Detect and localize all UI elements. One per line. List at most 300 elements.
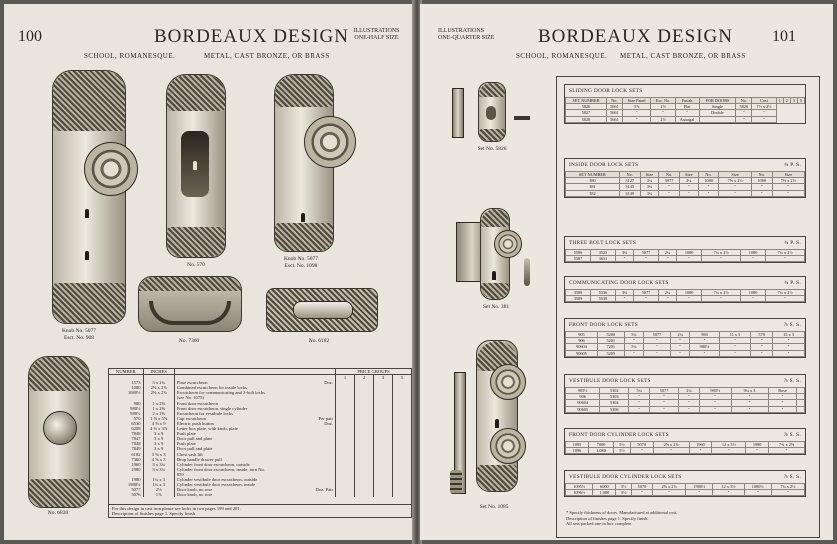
row-description: Cylinder front door escutcheon, inside, turn No.: [176, 466, 265, 472]
table-cell: 7⅜ x 2½: [772, 178, 804, 184]
table-cell: ": [702, 256, 741, 262]
section-title: SLIDING DOOR LOCK SETS: [569, 88, 643, 94]
table-cell: 7½ x 2½: [752, 104, 777, 110]
row-unit: Doz.: [324, 380, 333, 386]
table-cell: ": [772, 190, 804, 196]
table-cell: ": [731, 400, 768, 406]
table-cell: ": [713, 490, 744, 496]
table-cell: Astragal: [675, 116, 699, 122]
row-inches: 3 x 9: [143, 431, 174, 436]
table-cell: ": [622, 110, 651, 116]
table-cell: ": [741, 296, 766, 302]
row-description: Chest sash lift: [176, 451, 203, 457]
table-cell: 5200: [597, 332, 624, 338]
table-cell: 11 x 3: [719, 332, 750, 338]
price-group-1: 1: [336, 375, 355, 381]
door-knob-image: [84, 142, 138, 196]
header-cell: SET NUMBER: [566, 172, 620, 178]
table-cell: 5¼: [629, 388, 650, 394]
row-inches: 2⅝ x 2⅞: [143, 385, 174, 390]
table-cell: 5½: [614, 448, 631, 454]
table-cell: 1080: [751, 178, 772, 184]
table-cell: ": [670, 350, 689, 356]
table-cell: 1,080: [593, 490, 616, 496]
table-cell: 2⅝ x 2⅞: [653, 484, 686, 490]
row-inches: 1 x 2⅜: [143, 401, 174, 406]
lock-set-section: [564, 428, 806, 455]
row-inches: 4 ⅝ x 9: [143, 421, 174, 426]
section-title: VESTIBULE DOOR CYLINDER LOCK SETS: [569, 474, 682, 480]
header-cell: No.: [659, 172, 680, 178]
row-unit: Per pair: [318, 415, 333, 421]
door-plate-with-knob: [52, 70, 126, 324]
table-cell: 5586: [566, 250, 591, 256]
table-cell: 7¾ x 2½: [766, 250, 805, 256]
tables-frame: [556, 76, 820, 538]
table-cell: ": [744, 490, 771, 496]
right-page-footer: * Specify thickness of doors. Manufactured at additional cost. Description of finishes page 1. Specify finish. All sets packed one in box complete.: [566, 510, 678, 526]
lock-set-row: [566, 448, 805, 454]
table-cell: ": [690, 350, 719, 356]
table-cell: ": [624, 350, 643, 356]
row-number: 1080½: [109, 390, 143, 395]
table-cell: ": [629, 394, 650, 400]
table-cell: ": [624, 338, 643, 344]
row-number: 6208: [109, 426, 143, 431]
table-cell: 3145: [619, 184, 640, 190]
lock-set-row: [566, 406, 805, 412]
page-number-left: 100: [18, 28, 42, 45]
table-cell: ": [679, 400, 700, 406]
row-unit: Doz.: [324, 420, 333, 426]
row-inches: 3 x 9: [143, 436, 174, 441]
table-cell: 380: [566, 178, 620, 184]
page-title-right: BORDEAUX DESIGN: [538, 26, 733, 47]
table-cell: ": [719, 350, 750, 356]
table-cell: 5536: [591, 290, 616, 296]
price-group-2: 2: [355, 375, 374, 381]
table-cell: 1096: [566, 448, 589, 454]
table-cell: 5828: [566, 116, 607, 122]
row-number: 7848: [109, 441, 143, 446]
table-cell: 2¼: [670, 332, 689, 338]
label-no-570: No. 570: [187, 262, 205, 268]
section-note: ⅞ S. S.: [783, 378, 801, 384]
table-cell: ": [651, 110, 675, 116]
section-note: ⅞ S. S.: [783, 322, 801, 328]
row-inches: 2 x 2⅜: [143, 411, 174, 416]
table-cell: 90604: [566, 344, 598, 350]
row-description: Letter box plate, with knob, plate: [176, 426, 238, 432]
table-cell: 5201: [597, 338, 624, 344]
label-set-381: Set No. 381: [482, 304, 510, 310]
table-cell: ": [690, 338, 719, 344]
table-cell: 90605: [566, 350, 598, 356]
row-number: 1573: [109, 380, 143, 385]
header-cell: Cost: [752, 98, 777, 104]
row-description: Push plate: [176, 431, 196, 437]
header-cell: Size: [640, 172, 659, 178]
row-number: 1080: [109, 385, 143, 390]
section-note: ¾ P. S.: [784, 240, 801, 246]
price-table-row: [109, 492, 411, 497]
row-description: Escutcheon for communicating and 3-bolt locks: [176, 390, 265, 396]
row-inches: 1 ⅝ x 5⅝: [143, 416, 174, 421]
row-description: Door knob, no rose: [176, 487, 213, 493]
table-cell: 3¾: [616, 290, 634, 296]
row-inches: 4 ⅝ x 3: [143, 457, 174, 462]
chest-sash-lift: [266, 288, 378, 332]
row-number: 6530: [109, 421, 143, 426]
table-cell: ": [746, 448, 769, 454]
lock-set-section: [564, 236, 806, 263]
row-number: 1980: [109, 467, 143, 472]
table-cell: ": [698, 190, 719, 196]
row-description: Plate escutcheon: [176, 380, 208, 386]
table-cell: 3127: [619, 178, 640, 184]
table-cell: 5661: [606, 104, 622, 110]
label-no-6182: No. 6182: [308, 338, 330, 344]
table-cell: 2¼: [659, 250, 677, 256]
table-cell: 7¾ x 2½: [766, 290, 805, 296]
table-cell: ": [751, 184, 772, 190]
lock-set-section: [564, 276, 806, 303]
header-cell: No.: [751, 172, 772, 178]
header-cell: Finish: [675, 98, 699, 104]
row-number: 1980: [109, 477, 143, 482]
col-price-groups-header: PRICE GROUPS: [336, 369, 412, 375]
section-note: ⅞ S. S.: [783, 474, 801, 480]
table-cell: ": [751, 350, 773, 356]
table-cell: ": [698, 184, 719, 190]
lock-set-section: [564, 374, 806, 414]
header-cell: Size: [680, 172, 699, 178]
table-cell: 5¼: [624, 344, 643, 350]
table-cell: 1080½: [744, 484, 771, 490]
table-cell: 5070: [631, 484, 652, 490]
row-number: 980½: [109, 406, 143, 411]
row-description: Door knob, no rose: [176, 492, 213, 498]
table-cell: ": [773, 344, 805, 350]
table-cell: ": [719, 184, 751, 190]
table-cell: 5077: [659, 178, 680, 184]
row-inches: 2⅝ x 2⅞: [143, 390, 174, 395]
header-cell: No.: [736, 98, 752, 104]
header-cell: 2: [783, 98, 790, 104]
table-cell: 3¾: [640, 184, 659, 190]
table-cell: ": [772, 184, 804, 190]
row-description: Front door escutcheon, single cylinder: [176, 405, 248, 411]
table-cell: 1980½: [686, 484, 713, 490]
section-title: FRONT DOOR LOCK SETS: [569, 322, 639, 328]
table-cell: 15 x 3: [773, 332, 805, 338]
row-description: (see No. 1075): [176, 395, 204, 401]
table-cell: ": [699, 406, 731, 412]
table-cell: 980½: [699, 388, 731, 394]
table-cell: 3¼: [640, 178, 659, 184]
row-number: 7360: [109, 457, 143, 462]
table-cell: ": [675, 110, 699, 116]
row-description: Front door escutcheon: [176, 400, 218, 406]
table-cell: 5304: [600, 400, 629, 406]
table-cell: ": [650, 400, 679, 406]
table-cell: ": [768, 400, 797, 406]
table-cell: ": [659, 256, 677, 262]
table-cell: ": [644, 344, 671, 350]
table-cell: 5¼: [624, 332, 643, 338]
row-inches: 4 ⅜ x 3⅞: [143, 426, 174, 431]
table-cell: 905½: [566, 388, 600, 394]
table-cell: ": [702, 296, 741, 302]
table-cell: 905: [566, 332, 598, 338]
section-note: ¾ P. S.: [784, 162, 801, 168]
table-cell: 5½: [614, 442, 631, 448]
drop-handle-drawer-pull: [138, 276, 242, 332]
lock-set-row: [566, 490, 805, 496]
row-number: 7849: [109, 446, 143, 451]
row-number: 7848: [109, 431, 143, 436]
table-cell: 3525: [591, 250, 616, 256]
table-cell: 5070: [630, 442, 653, 448]
section-title: FRONT DOOR CYLINDER LOCK SETS: [569, 432, 669, 438]
table-cell: ": [634, 296, 659, 302]
header-cell: No.: [606, 98, 622, 104]
price-cell: [393, 492, 412, 497]
table-cell: 578: [751, 332, 773, 338]
section-title: INSIDE DOOR LOCK SETS: [569, 162, 639, 168]
table-cell: 906: [566, 338, 598, 344]
price-group-5: 5: [393, 375, 412, 381]
row-description: Door pull and plate: [176, 436, 213, 442]
table-cell: ": [659, 184, 680, 190]
table-cell: [699, 116, 736, 122]
table-cell: 6000: [593, 484, 616, 490]
table-cell: 5077: [634, 250, 659, 256]
header-cell: 1: [776, 98, 783, 104]
row-inches: 1¼ x 3: [143, 477, 174, 482]
table-cell: ": [644, 338, 671, 344]
label-set-1085: Set No. 1085: [479, 504, 509, 510]
table-cell: 3631: [591, 256, 616, 262]
table-cell: ": [677, 296, 702, 302]
table-cell: ": [773, 338, 805, 344]
subtitle-metal-right: METAL, CAST BRONZE, OR BRASS: [620, 52, 746, 60]
table-cell: 3149: [619, 190, 640, 196]
table-cell: ": [677, 256, 702, 262]
label-set-5826: Set No. 5826: [477, 146, 507, 152]
row-description: Drop handle drawer pull: [176, 456, 222, 462]
lock-set-row: [566, 116, 805, 122]
table-cell: 1095: [566, 442, 589, 448]
lock-set-row: [566, 190, 805, 196]
row-inches: 1¼ x 3: [143, 482, 174, 487]
table-cell: 7201: [597, 344, 624, 350]
row-unit: [305, 492, 336, 497]
table-cell: ": [616, 296, 634, 302]
table-cell: 3588: [566, 290, 591, 296]
table-cell: 5205: [597, 350, 624, 356]
table-cell: ": [766, 256, 805, 262]
door-knob-image-right: [304, 116, 356, 168]
table-cell: 1080: [741, 290, 766, 296]
table-cell: 1980: [746, 442, 769, 448]
table-cell: ": [719, 344, 750, 350]
row-description: Cylinder front door escutcheon, outside: [176, 461, 250, 467]
table-cell: 9¾ x 3: [731, 388, 768, 394]
table-cell: ": [630, 448, 653, 454]
table-cell: 2¼: [679, 388, 700, 394]
table-cell: ": [631, 490, 652, 496]
label-knob-5077-right: Knob No. 5077 Esct. No. 1098: [283, 256, 319, 269]
table-cell: 1960: [689, 442, 712, 448]
table-cell: ": [679, 394, 700, 400]
table-cell: ": [659, 296, 677, 302]
left-page: [4, 4, 414, 540]
row-inches: 3 x 3¼: [143, 462, 174, 467]
table-cell: ": [686, 490, 713, 496]
table-cell: 5587: [566, 256, 591, 262]
subtitle-metal: METAL, CAST BRONZE, OR BRASS: [204, 52, 330, 60]
table-cell: ": [768, 406, 797, 412]
lock-set-section: [564, 158, 806, 198]
header-cell: 5: [797, 98, 804, 104]
table-cell: 5½: [616, 484, 631, 490]
lock-set-section: [564, 318, 806, 358]
table-cell: 1080: [698, 178, 719, 184]
row-inches: 3 x 9: [143, 441, 174, 446]
section-note: ⅞ S. S.: [783, 432, 801, 438]
table-cell: ": [751, 344, 773, 350]
table-cell: 2¼: [680, 178, 699, 184]
row-inches: 1 x 2⅜: [143, 406, 174, 411]
table-cell: Single: [699, 104, 736, 110]
table-cell: ": [766, 296, 805, 302]
price-table-footer: For this design in cast iron please see locks in two pages 199 and 201. Description of finishes page 1. Specify finish.: [109, 504, 411, 517]
row-number: 7847: [109, 436, 143, 441]
table-cell: Rose: [768, 388, 797, 394]
table-cell: ": [653, 448, 689, 454]
section-note: ¾ P. S.: [784, 280, 801, 286]
row-description: Electric push button: [176, 420, 214, 426]
lock-set-row: [566, 296, 805, 302]
table-cell: 5827: [566, 110, 607, 116]
table-cell: ": [644, 350, 671, 356]
table-cell: ": [736, 116, 752, 122]
table-cell: ": [719, 338, 750, 344]
header-cell: Size: [719, 172, 751, 178]
row-number: 5076: [109, 492, 143, 497]
row-inches: 2⅛: [143, 487, 174, 492]
price-group-3: 3: [374, 375, 393, 381]
lock-set-section: [564, 470, 806, 497]
table-cell: ": [741, 256, 766, 262]
table-cell: 980: [690, 332, 719, 338]
table-cell: ": [680, 190, 699, 196]
table-cell: 1095½: [566, 484, 593, 490]
table-cell: 5538: [591, 296, 616, 302]
table-cell: ": [670, 344, 689, 350]
row-description: Escutcheon for vestibule locks: [176, 410, 234, 416]
row-description: Door pull and plate: [176, 446, 213, 452]
table-cell: 5077: [634, 290, 659, 296]
table-cell: ": [634, 256, 659, 262]
table-cell: 382: [566, 190, 620, 196]
table-cell: 1080: [677, 250, 702, 256]
table-cell: 12 x 3½: [713, 484, 744, 490]
table-cell: ": [712, 448, 746, 454]
subtitle-school-right: SCHOOL, ROMANESQUE.: [516, 52, 608, 60]
header-cell: SET NUMBER: [566, 98, 607, 104]
table-cell: ": [773, 350, 805, 356]
page-number-right: 101: [772, 28, 796, 45]
row-inches: 3 x 3¼: [143, 467, 174, 472]
header-cell: Esc. No.: [651, 98, 675, 104]
table-cell: 1080: [741, 250, 766, 256]
row-description: Cup escutcheon: [176, 415, 207, 421]
table-cell: 5⅞: [622, 104, 651, 110]
table-cell: ": [752, 116, 777, 122]
table-cell: 5661: [606, 110, 622, 116]
table-cell: 1080: [677, 290, 702, 296]
table-cell: ": [751, 190, 772, 196]
table-cell: Flat: [675, 104, 699, 110]
price-cell: [336, 492, 355, 497]
section-title: COMMUNICATING DOOR LOCK SETS: [569, 280, 669, 286]
table-cell: 2¼: [659, 290, 677, 296]
table-cell: ": [659, 190, 680, 196]
table-cell: 2⅝ x 2⅞: [653, 442, 689, 448]
header-cell: Size: [772, 172, 804, 178]
row-number: 980: [109, 401, 143, 406]
price-cell: [355, 492, 374, 497]
table-cell: ": [731, 406, 768, 412]
table-cell: 3¾: [640, 190, 659, 196]
header-cell: FOR DOORS: [699, 98, 736, 104]
table-cell: 7⅝ x 2½: [719, 178, 751, 184]
cup-escutcheon-plate: [166, 74, 226, 258]
table-cell: 7¾ x 2½: [702, 250, 741, 256]
row-number: 6182: [109, 452, 143, 457]
table-cell: 7¾ x 2½: [702, 290, 741, 296]
section-title: VESTIBULE DOOR LOCK SETS: [569, 378, 651, 384]
table-cell: 5½: [616, 490, 631, 496]
table-cell: 5661: [606, 116, 622, 122]
illustration-scale-note: ILLUSTRATIONS ONE-HALF SIZE: [353, 28, 400, 41]
table-cell: 1096½: [566, 490, 593, 496]
row-number: 570: [109, 416, 143, 421]
price-cell: [374, 492, 393, 497]
table-cell: ": [629, 400, 650, 406]
table-cell: 12 x 3½: [712, 442, 746, 448]
table-cell: ": [768, 394, 797, 400]
table-cell: 2½: [651, 116, 675, 122]
table-cell: [797, 406, 805, 412]
lock-set-section: [564, 84, 806, 124]
col-inches-header: INCHES: [143, 369, 174, 375]
table-cell: ": [769, 448, 805, 454]
row-description: Combined escutcheon for inside locks: [176, 385, 247, 391]
table-cell: 5306: [600, 406, 629, 412]
row-inches: 1⅞: [143, 492, 174, 497]
row-description: Push plate: [176, 441, 196, 447]
table-cell: ": [689, 448, 712, 454]
table-cell: ": [650, 394, 679, 400]
table-cell: ": [751, 338, 773, 344]
left-price-table: [108, 368, 412, 518]
table-cell: ": [679, 406, 700, 412]
table-cell: 5826: [736, 104, 752, 110]
lock-set-row: [566, 350, 805, 356]
